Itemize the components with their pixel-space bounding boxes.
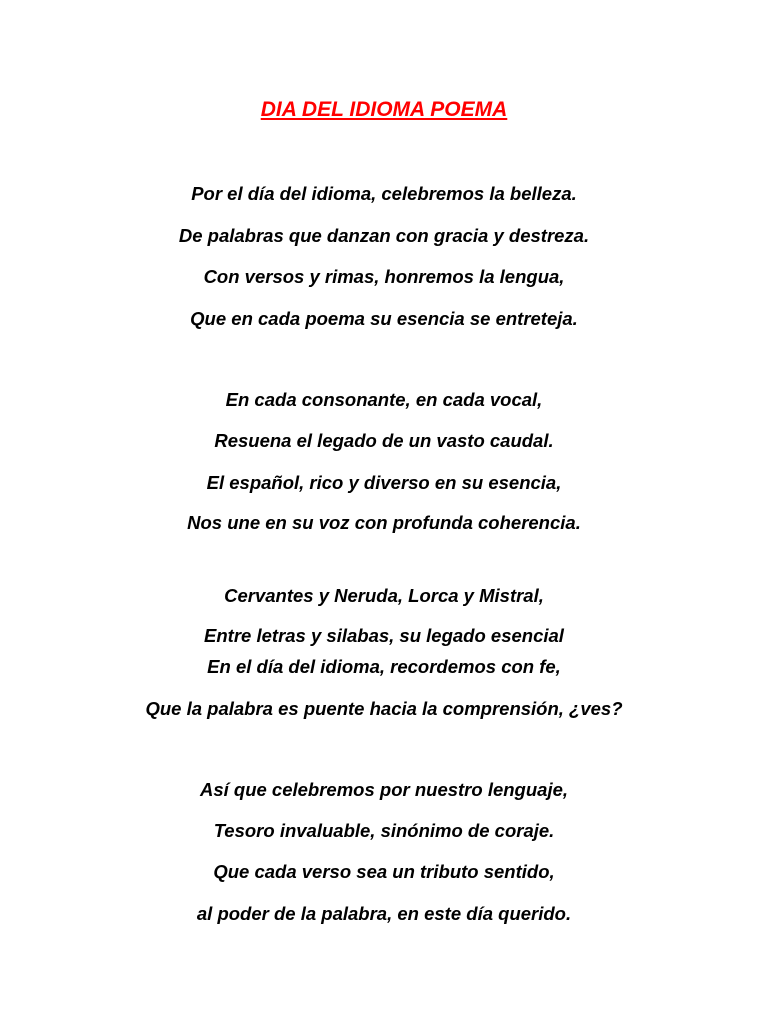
poem-line: Nos une en su voz con profunda coherencia. [187, 512, 581, 533]
poem-line: Que en cada poema su esencia se entreteja. [190, 308, 578, 329]
poem-line: Que la palabra es puente hacia la comprensión, ¿ves? [145, 698, 623, 719]
poem-line: Así que celebremos por nuestro lenguaje, [199, 779, 569, 800]
poem-line: En el día del idioma, recordemos con fe, [207, 656, 561, 677]
poem-line: Que cada verso sea un tributo sentido, [213, 861, 555, 882]
poem-line: El español, rico y diverso en su esencia, [206, 472, 562, 493]
poem-line: Cervantes y Neruda, Lorca y Mistral, [224, 585, 544, 606]
poem-title: DIA DEL IDIOMA POEMA [260, 98, 508, 121]
poem-line: Resuena el legado de un vasto caudal. [214, 430, 554, 451]
poem-line: Tesoro invaluable, sinónimo de coraje. [213, 820, 555, 841]
poem-line: En cada consonante, en cada vocal, [225, 389, 543, 410]
poem-line: Por el día del idioma, celebremos la belleza. [191, 183, 577, 204]
poem-line: Entre letras y silabas, su legado esencial [204, 625, 564, 646]
poem-line: De palabras que danzan con gracia y destreza. [178, 225, 590, 246]
poem-line: al poder de la palabra, en este día querido. [196, 903, 572, 924]
poem-line: Con versos y rimas, honremos la lengua, [203, 266, 565, 287]
